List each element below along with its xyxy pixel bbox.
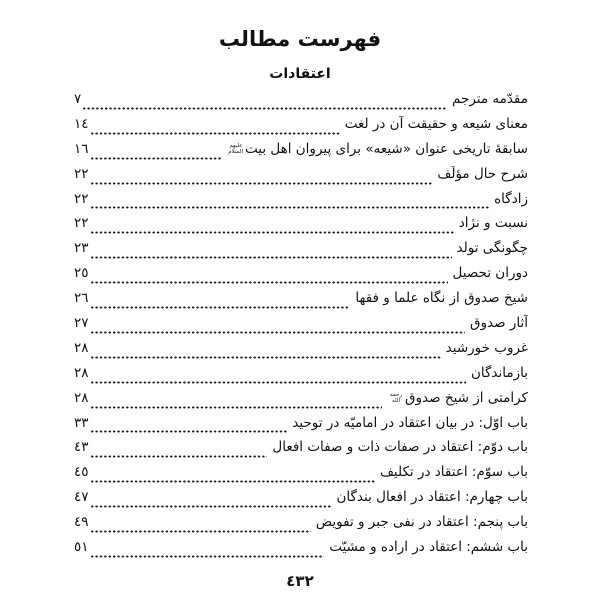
toc-entry [74, 215, 528, 240]
toc-entry-title: غروب خورشید [445, 339, 528, 356]
toc-entry-title: نسبت و نژاد [458, 215, 528, 232]
toc-entry [74, 365, 528, 390]
dotted-leader [90, 406, 383, 409]
toc-entry-title: باب سوّم: اعتقاد در تکلیف [379, 464, 528, 481]
toc-entry [74, 390, 528, 415]
toc-entry [74, 91, 528, 116]
toc-entry-page-number: ٤٥ [74, 464, 89, 481]
toc-entry-page-number: ٤٧ [74, 489, 89, 506]
toc-entry [74, 290, 528, 315]
section-heading: اعتقادات [269, 66, 331, 82]
toc-entry [74, 464, 528, 489]
dotted-leader [90, 530, 311, 533]
toc-entry-page-number: ٢٨ [74, 339, 89, 356]
toc-entry-page-number: ١٤ [74, 115, 89, 132]
toc-entry-title: چگونگی تولد [456, 240, 528, 257]
toc-entry-page-number: ٢٦ [74, 290, 89, 307]
dotted-leader [90, 182, 433, 185]
honorific-seal: رحمه الله [389, 391, 403, 404]
toc-entry-title: باب ششم: اعتقاد در اراده و مشیّت [329, 539, 528, 556]
dotted-leader [90, 132, 340, 135]
toc-entry-page-number: ٢٢ [74, 215, 89, 232]
dotted-leader [90, 281, 448, 284]
toc-entry [74, 340, 528, 365]
toc-entry-title: زادگاه [494, 190, 528, 207]
toc-list [0, 91, 600, 564]
dotted-leader [90, 505, 332, 508]
toc-entry-title: کرامتی از شیخ صدوقرحمه الله [389, 389, 528, 406]
folio-page-number: ٤٣٢ [286, 572, 314, 590]
toc-entry-title: باب دوّم: اعتقاد در صفات ذات و صفات افعال [272, 439, 528, 456]
toc-entry-title: معنای شیعه و حقیقت آن در لغت [344, 115, 528, 132]
toc-entry-title: مقدّمه مترجم [452, 91, 528, 107]
toc-entry [74, 240, 528, 265]
toc-entry-page-number: ٤٩ [74, 514, 89, 531]
dotted-leader [90, 306, 351, 309]
toc-entry-page-number: ٧ [74, 91, 82, 107]
dotted-leader [90, 231, 454, 234]
toc-entry-title: بازماندگان [470, 364, 528, 381]
dotted-leader [90, 356, 441, 359]
toc-entry-title: سابقهٔ تاریخی عنوان «شیعه» برای پیروان اهل بیتعلیهم السلام [228, 140, 528, 157]
dotted-leader [82, 107, 447, 110]
toc-entry-page-number: ٤٣ [74, 439, 89, 456]
toc-entry [74, 489, 528, 514]
dotted-leader [90, 256, 452, 259]
toc-entry [74, 315, 528, 340]
toc-entry-page-number: ٢٨ [74, 364, 89, 381]
dotted-leader [90, 157, 222, 160]
toc-entry-title: دوران تحصیل [452, 265, 528, 282]
toc-entry-page-number: ٢٢ [74, 190, 89, 207]
toc-entry-title: آثار صدوق [470, 315, 528, 332]
dotted-leader [90, 381, 466, 384]
toc-entry-page-number: ٣٣ [74, 414, 89, 431]
toc-entry-title: باب اوّل: در بیان اعتقاد در امامیّه در توحید [292, 414, 528, 431]
toc-entry [74, 415, 528, 440]
toc-entry-page-number: ٢٧ [74, 315, 89, 332]
toc-entry [74, 539, 528, 564]
toc-entry [74, 166, 528, 191]
toc-entry [74, 265, 528, 290]
dotted-leader [90, 480, 375, 483]
toc-entry-title: باب چهارم: اعتقاد در افعال بندگان [336, 489, 528, 506]
dotted-leader [90, 455, 268, 458]
toc-entry-page-number: ٢٥ [74, 265, 89, 282]
toc-entry [74, 191, 528, 216]
toc-entry-page-number: ٥١ [74, 539, 89, 556]
dotted-leader [90, 555, 325, 558]
toc-entry [74, 116, 528, 141]
honorific-seal: علیهم السلام [228, 142, 243, 155]
toc-entry-page-number: ١٦ [74, 140, 89, 157]
page-title: فهرست مطالب [218, 27, 382, 51]
toc-entry [74, 141, 528, 166]
dotted-leader [90, 331, 466, 334]
toc-entry [74, 514, 528, 539]
toc-entry-title: شرح حال مؤلّف [437, 165, 528, 182]
toc-entry-page-number: ٢٣ [74, 240, 89, 257]
dotted-leader [90, 206, 490, 209]
toc-entry [74, 439, 528, 464]
toc-entry-title: باب پنجم: اعتقاد در نفی جبر و تفویض [315, 514, 528, 531]
dotted-leader [90, 430, 288, 433]
toc-entry-title: شیخ صدوق از نگاه علما و فقها [355, 290, 528, 307]
toc-entry-page-number: ٢٢ [74, 165, 89, 182]
toc-entry-page-number: ٢٨ [74, 389, 89, 406]
